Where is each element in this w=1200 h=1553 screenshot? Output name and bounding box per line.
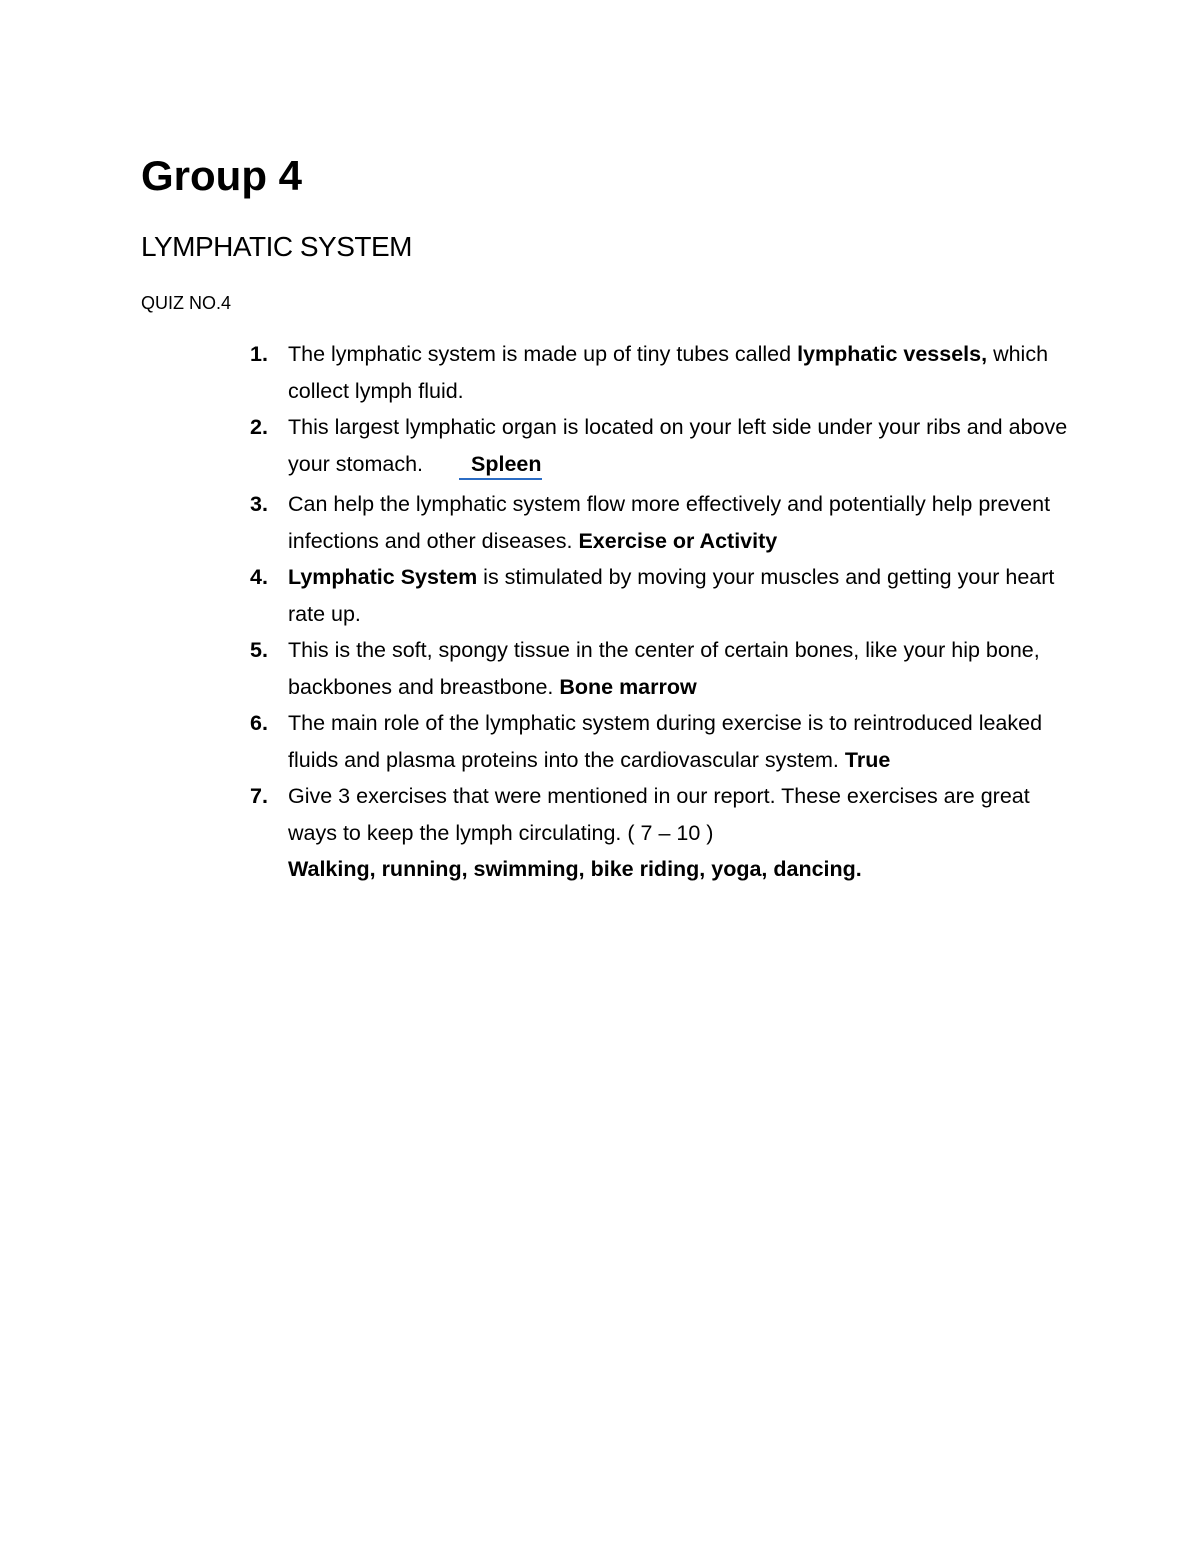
question-answer: Exercise or Activity (578, 528, 778, 553)
question-number: 1. (250, 342, 268, 366)
question-item-5 (250, 632, 1070, 705)
document-title: Group 4 (141, 152, 303, 199)
question-answer: lymphatic vessels, (797, 342, 988, 366)
question-answer: Lymphatic System (288, 565, 478, 589)
question-text: Can help the lymphatic system flow more effectively and potentially help prevent infections and other diseases. (288, 492, 1051, 553)
answer-blank (459, 450, 542, 480)
question-item-7 (250, 778, 1070, 888)
question-text-after: which collect lymph fluid. (288, 342, 1049, 403)
question-number: 5. (250, 638, 268, 662)
question-text: is stimulated by moving your muscles and getting your heart rate up. (288, 565, 1055, 626)
question-answer: Bone marrow (559, 674, 697, 699)
question-text: This is the soft, spongy tissue in the center of certain bones, like your hip bone, backbones and breastbone. (288, 638, 1040, 699)
question-answer: Spleen (471, 451, 542, 476)
question-item-3 (250, 486, 1070, 559)
question-number: 4. (250, 565, 268, 589)
question-item-1 (250, 336, 1070, 409)
question-number: 2. (250, 415, 268, 439)
question-list (250, 336, 1070, 888)
question-answer: Walking, running, swimming, bike riding, yoga, dancing. (288, 857, 862, 881)
question-text: This largest lymphatic organ is located on your left side under your ribs and above your stomach. (288, 415, 1068, 476)
document-subtitle: LYMPHATIC SYSTEM (141, 231, 413, 262)
quiz-label: QUIZ NO.4 (141, 293, 232, 313)
question-item-4 (250, 559, 1070, 632)
question-item-6 (250, 705, 1070, 778)
question-item-2 (250, 409, 1070, 482)
question-answer: True (844, 747, 891, 772)
question-number: 6. (250, 711, 268, 735)
question-text: The main role of the lymphatic system during exercise is to reintroduced leaked fluids and plasma proteins into the cardiovascular system. (288, 711, 1043, 772)
question-number: 7. (250, 784, 268, 808)
question-number: 3. (250, 492, 268, 516)
question-text: Give 3 exercises that were mentioned in our report. These exercises are great ways to keep the lymph circulating. ( 7 – 10 ) (288, 784, 1030, 845)
question-text: The lymphatic system is made up of tiny tubes called (288, 342, 798, 366)
